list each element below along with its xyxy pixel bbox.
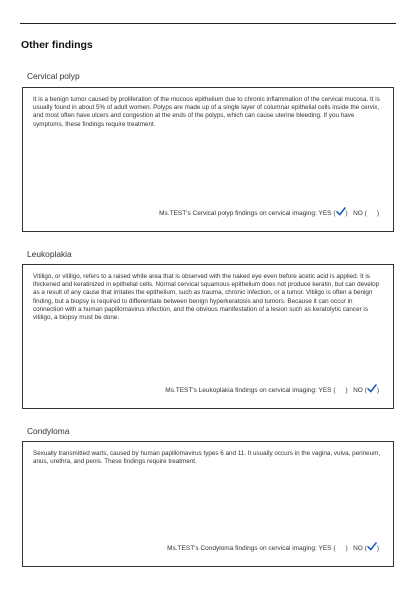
yes-option[interactable]: YES ( ) xyxy=(318,387,348,394)
top-divider xyxy=(20,23,396,24)
yes-option[interactable]: YES ( ) xyxy=(318,545,348,552)
no-option[interactable]: NO ( ) xyxy=(353,545,379,552)
checkmark-icon xyxy=(367,384,377,393)
finding-title-leukoplakia: Leukoplakia xyxy=(27,249,72,259)
finding-title-cervical-polyp: Cervical polyp xyxy=(27,71,80,81)
finding-box-condyloma xyxy=(22,441,394,567)
checkmark-icon xyxy=(367,542,377,551)
yes-option[interactable]: YES ( ) xyxy=(319,210,348,217)
yes-label: YES xyxy=(318,210,332,217)
answer-question: Ms.TEST's Leukoplakia findings on cervical imaging: xyxy=(165,387,317,394)
yes-checkbox[interactable] xyxy=(336,207,346,217)
section-title: Other findings xyxy=(21,39,93,51)
answer-question: Ms.TEST's Cervical polyp findings on cervical imaging: xyxy=(159,210,317,217)
no-label: NO xyxy=(353,387,363,394)
yes-label: YES xyxy=(318,387,332,394)
finding-description: It is a benign tumor caused by proliferation of the mucous epithelium due to chronic inflammation of the cervical mucosa. It is usually found in about 5% of adult women. Polyps are made up of a single layer of columnar epithelial cells inside the cervix, and most often have ulcers and congestion at the ends of the polyps, which can cause uterine bleeding. If you have symptoms, these findings require treatment. xyxy=(33,96,380,128)
yes-label: YES xyxy=(318,545,332,552)
finding-answer xyxy=(165,384,379,394)
finding-answer xyxy=(159,207,379,217)
finding-title-condyloma: Condyloma xyxy=(27,426,70,436)
no-label: NO xyxy=(353,210,363,217)
no-checkbox[interactable] xyxy=(367,542,377,552)
no-option[interactable]: NO ( ) xyxy=(353,210,379,217)
finding-box-cervical-polyp xyxy=(22,87,394,232)
no-checkbox[interactable] xyxy=(367,384,377,394)
finding-description: Vitiligo, or vitiligo, refers to a raised white area that is observed with the naked eye even before acetic acid is applied. It is thickened and keratinized in epithelial cells. Normal cervical squamous epithelium does not produce keratin, but can develop as a result of any cause that irritates the epithelium, such as trauma, chronic infection, or a tumor. Vitiligo is often a benign finding, but a biopsy is required to differentiate between benign hyperkeratosis and tumors. Because it can occur in connection with a human papillomavirus infection, and the obvious manifestation of a lesion such as keratolytic cancer is vitiligo, a biopsy must be done. xyxy=(33,273,380,322)
finding-box-leukoplakia xyxy=(22,264,394,409)
no-label: NO xyxy=(353,545,363,552)
finding-description: Sexually transmitted warts, caused by human papillomavirus types 6 and 11. It usually occurs in the vagina, vulva, perineum, anus, urethra, and penis. These findings require treatment. xyxy=(33,450,381,466)
checkmark-icon xyxy=(336,207,346,216)
finding-answer xyxy=(167,542,379,552)
answer-question: Ms.TEST's Condyloma findings on cervical imaging: xyxy=(167,545,317,552)
no-option[interactable]: NO ( ) xyxy=(353,387,379,394)
